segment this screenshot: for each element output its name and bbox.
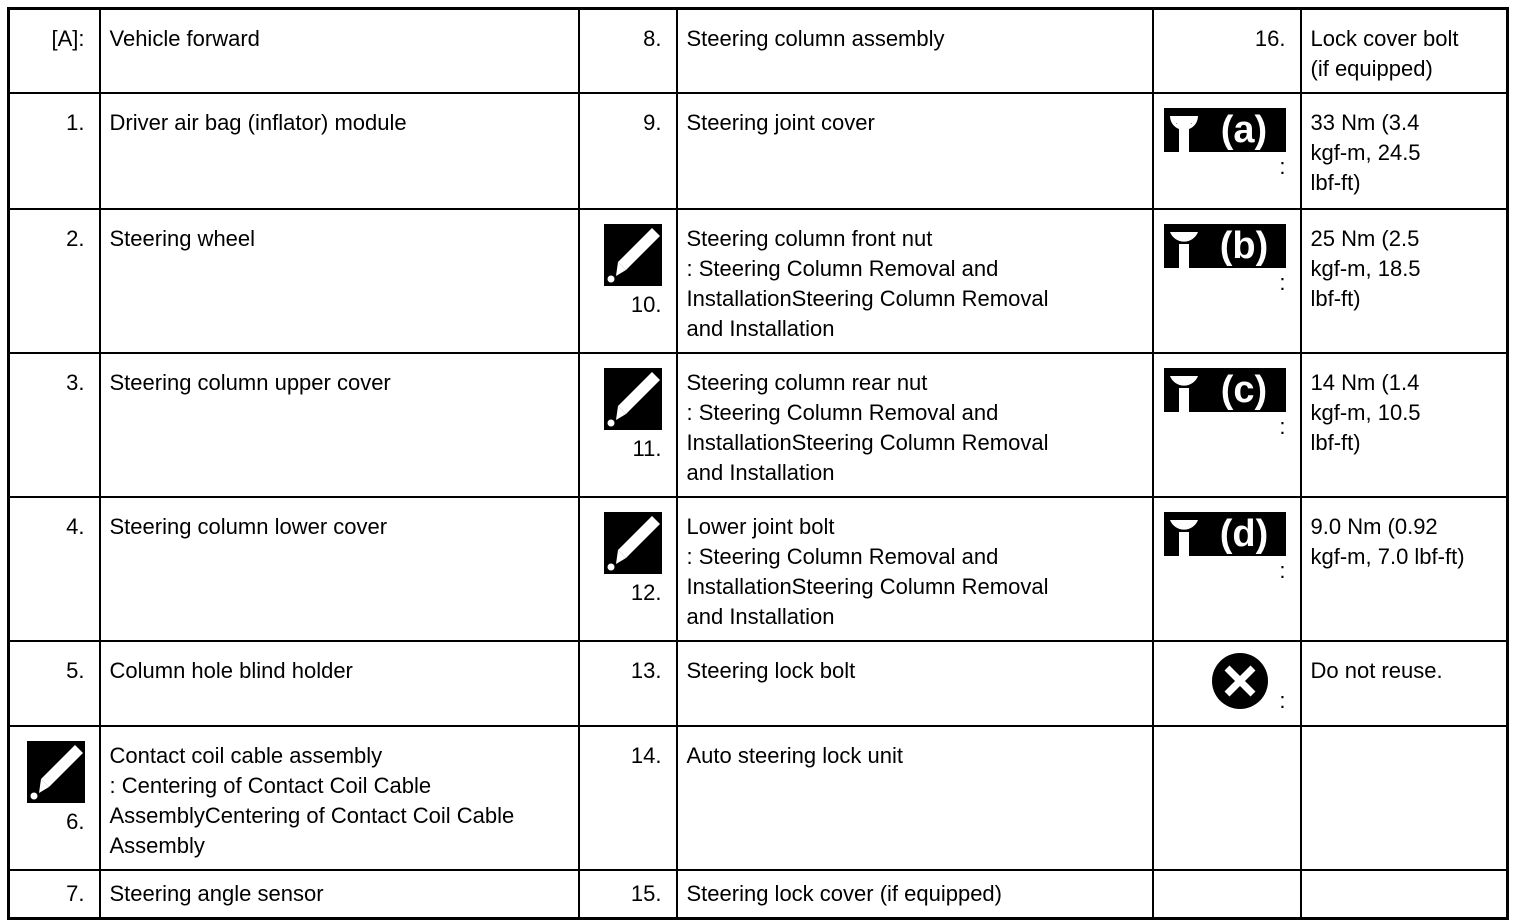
callout-description: Steering lock bolt (677, 641, 1153, 726)
callout-number: 9. (579, 93, 677, 209)
torque-key-label: (c) (1220, 369, 1267, 411)
table-row (9, 641, 1508, 726)
table-row (9, 93, 1508, 209)
colon-mark: : (1279, 270, 1286, 295)
torque-wrench-icon (1164, 108, 1286, 152)
callout-description: Lock cover bolt (if equipped) (1301, 9, 1508, 94)
torque-symbol-cell (1153, 497, 1301, 641)
no-reuse-note: Do not reuse. (1301, 641, 1508, 726)
callout-number: 5. (9, 641, 100, 726)
note-reference-icon (27, 741, 85, 803)
callout-number-cell (9, 726, 100, 870)
callout-description: Steering column lower cover (100, 497, 579, 641)
callout-description: Steering column rear nut : Steering Column Removal and InstallationSteering Column Removal and Installation (677, 353, 1153, 497)
callout-number: 15. (579, 870, 677, 919)
colon-mark: : (1279, 414, 1286, 439)
table-row (9, 209, 1508, 353)
callout-number: 12. (630, 580, 662, 605)
callout-description: Steering column front nut : Steering Column Removal and InstallationSteering Column Removal and Installation (677, 209, 1153, 353)
callout-number: 2. (9, 209, 100, 353)
table-row (9, 497, 1508, 641)
empty-cell (1153, 726, 1301, 870)
note-reference-icon (604, 224, 662, 286)
callout-description: Lower joint bolt : Steering Column Removal and InstallationSteering Column Removal and Installation (677, 497, 1153, 641)
callout-description: Contact coil cable assembly : Centering of Contact Coil Cable AssemblyCentering of Contact Coil Cable Assembly (100, 726, 579, 870)
callout-number: 14. (579, 726, 677, 870)
callout-number: 7. (9, 870, 100, 919)
callout-description: Driver air bag (inflator) module (100, 93, 579, 209)
callout-number: 4. (9, 497, 100, 641)
table-row (9, 726, 1508, 870)
torque-wrench-icon (1164, 368, 1286, 412)
torque-key-label: (b) (1219, 225, 1268, 267)
callout-description: Steering column assembly (677, 9, 1153, 94)
callout-number-cell (579, 353, 677, 497)
table-row (9, 9, 1508, 94)
callout-number: 8. (579, 9, 677, 94)
callout-description: Steering wheel (100, 209, 579, 353)
callout-description: Column hole blind holder (100, 641, 579, 726)
torque-wrench-icon (1164, 224, 1286, 268)
callout-number: 13. (579, 641, 677, 726)
table-row (9, 870, 1508, 919)
callout-number-cell (579, 497, 677, 641)
empty-cell (1301, 870, 1508, 919)
torque-key-label: (a) (1220, 109, 1267, 151)
colon-mark: : (1279, 154, 1286, 179)
torque-spec: 25 Nm (2.5 kgf-m, 18.5 lbf-ft) (1301, 209, 1508, 353)
torque-symbol-cell (1153, 209, 1301, 353)
callout-number: 11. (632, 436, 662, 461)
callout-label: [A]: (9, 9, 100, 94)
torque-symbol-cell (1153, 353, 1301, 497)
torque-wrench-icon (1164, 512, 1286, 556)
callout-number: 10. (630, 292, 662, 317)
callout-description: Steering joint cover (677, 93, 1153, 209)
torque-spec: 33 Nm (3.4 kgf-m, 24.5 lbf-ft) (1301, 93, 1508, 209)
colon-mark: : (1279, 558, 1286, 583)
callout-description: Vehicle forward (100, 9, 579, 94)
torque-spec: 14 Nm (1.4 kgf-m, 10.5 lbf-ft) (1301, 353, 1508, 497)
callout-number: 16. (1153, 9, 1301, 94)
callout-number: 3. (9, 353, 100, 497)
callout-description: Steering lock cover (if equipped) (677, 870, 1153, 919)
empty-cell (1301, 726, 1508, 870)
callout-description: Steering angle sensor (100, 870, 579, 919)
callout-number-cell (579, 209, 677, 353)
callout-number: 6. (66, 809, 85, 834)
legend-table (7, 7, 1509, 920)
callout-description: Steering column upper cover (100, 353, 579, 497)
colon-mark: : (1279, 688, 1286, 713)
note-reference-icon (604, 512, 662, 574)
torque-spec: 9.0 Nm (0.92 kgf-m, 7.0 lbf-ft) (1301, 497, 1508, 641)
empty-cell (1153, 870, 1301, 919)
note-reference-icon (604, 368, 662, 430)
torque-key-label: (d) (1219, 513, 1268, 555)
do-not-reuse-icon (1211, 652, 1269, 710)
torque-symbol-cell (1153, 93, 1301, 209)
no-reuse-symbol-cell (1153, 641, 1301, 726)
callout-number: 1. (9, 93, 100, 209)
table-row (9, 353, 1508, 497)
callout-description: Auto steering lock unit (677, 726, 1153, 870)
